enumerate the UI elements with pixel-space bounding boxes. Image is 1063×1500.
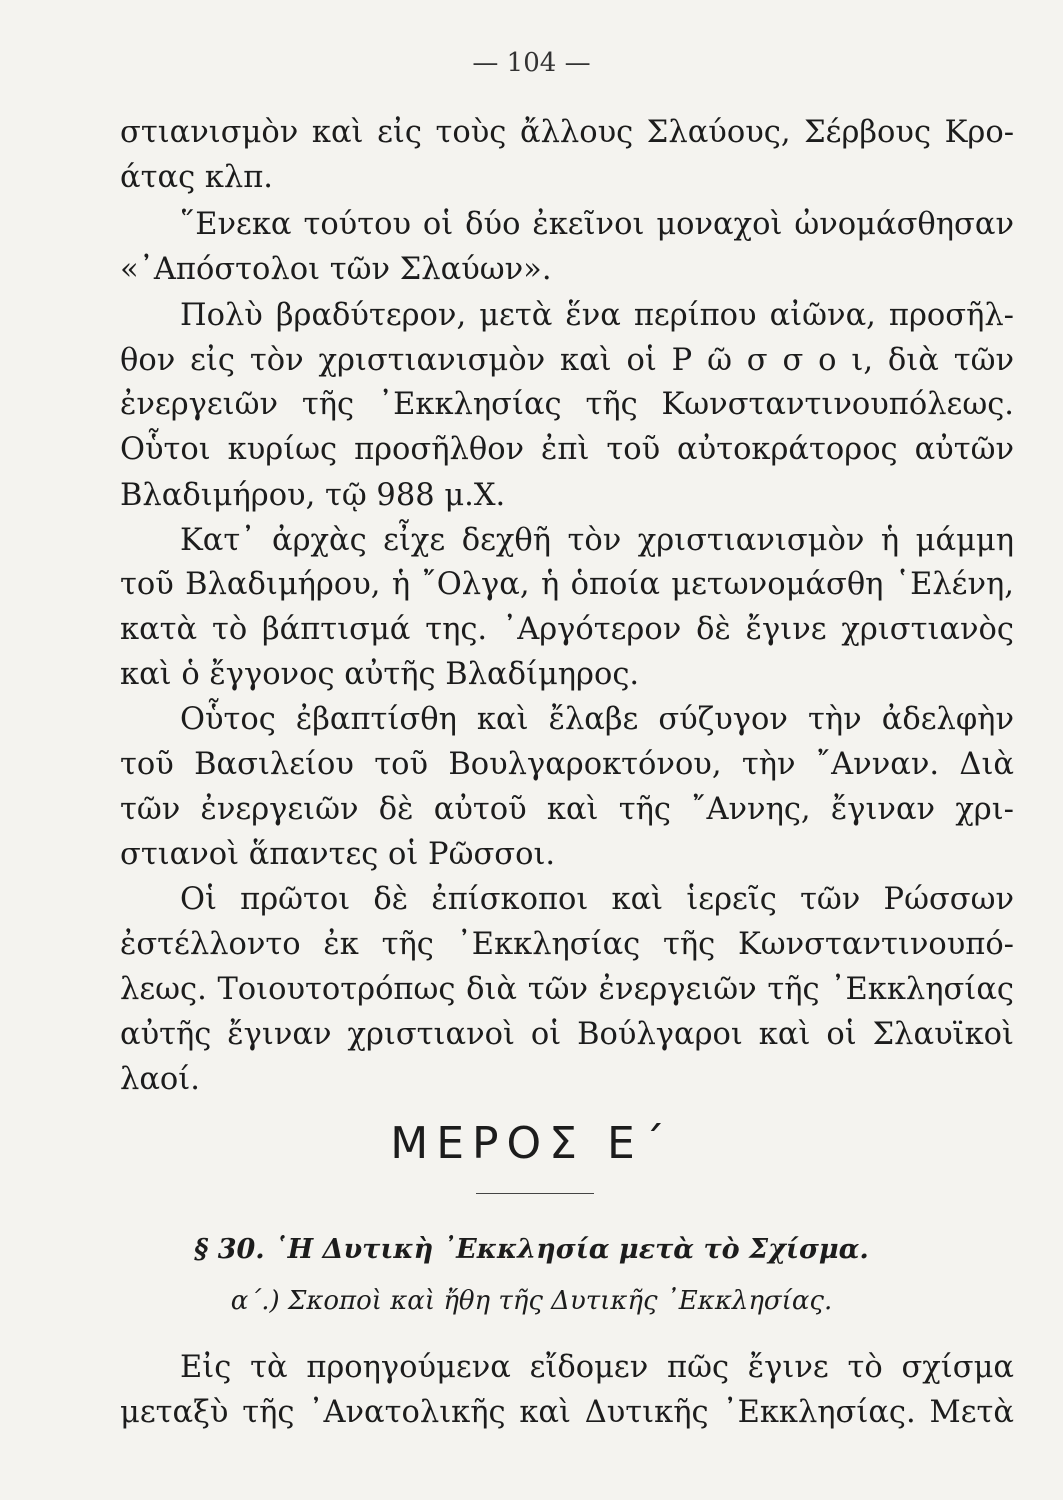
- text-line: Κατ᾿ ἀρχὰς εἶχε δεχθῆ τὸν χριστιανισμὸν ἡ μάμμη: [180, 523, 1014, 558]
- text-line: κατὰ τὸ βάπτισμά της. ᾿Αργότερον δὲ ἔγινε χριστιανὸς: [120, 612, 1014, 647]
- text-line: τῶν ἐνεργειῶν δὲ αὐτοῦ καὶ τῆς ῎Αννης, ἔγιναν χρι-: [120, 792, 1014, 827]
- text-line: τοῦ Βασιλείου τοῦ Βουλγαροκτόνου, τὴν ῎Ανναν. Διὰ: [120, 747, 1014, 782]
- text-line: Οὗτος ἐβαπτίσθη καὶ ἔλαβε σύζυγον τὴν ἀδελφὴν: [180, 702, 1014, 737]
- text-line: Εἰς τὰ προηγούμενα εἴδομεν πῶς ἔγινε τὸ σχίσμα: [180, 1350, 1014, 1385]
- text-line: στιανισμὸν καὶ εἰς τοὺς ἄλλους Σλαύους, Σέρβους Κρο-: [120, 115, 1014, 150]
- page-number: — 104 —: [472, 48, 591, 78]
- section-heading: § 30. ῾Η Δυτικὴ ᾿Εκκλησία μετὰ τὸ Σχίσμα.: [194, 1234, 869, 1265]
- text-line: θον εἰς τὸν χριστιανισμὸν καὶ οἱ Ρ ῶ σ σ ο ι, διὰ τῶν: [120, 343, 1014, 378]
- text-line: άτας κλπ.: [120, 160, 273, 195]
- text-line: Βλαδιμήρου, τῷ 988 μ.Χ.: [120, 478, 506, 513]
- text-line: αὐτῆς ἔγιναν χριστιανοὶ οἱ Βούλγαροι καὶ οἱ Σλαυϊκοὶ: [120, 1017, 1014, 1052]
- text-line: ῞Ενεκα τούτου οἱ δύο ἐκεῖνοι μοναχοὶ ὠνομάσθησαν: [180, 207, 1014, 242]
- text-line: Πολὺ βραδύτερον, μετὰ ἕνα περίπου αἰῶνα, προσῆλ-: [180, 298, 1014, 333]
- text-line: ἐστέλλοντο ἐκ τῆς ᾿Εκκλησίας τῆς Κωνσταντινουπό-: [120, 927, 1014, 962]
- text-line: καὶ ὁ ἔγγονος αὐτῆς Βλαδίμηρος.: [120, 657, 640, 692]
- subheading: α΄.) Σκοποὶ καὶ ἤθη τῆς Δυτικῆς ᾿Εκκλησίας.: [230, 1286, 833, 1316]
- text-line: μεταξὺ τῆς ᾿Ανατολικῆς καὶ Δυτικῆς ᾿Εκκλησίας. Μετὰ: [120, 1395, 1014, 1430]
- text-line: «᾿Απόστολοι τῶν Σλαύων».: [120, 252, 552, 287]
- text-line: Οὗτοι κυρίως προσῆλθον ἐπὶ τοῦ αὐτοκράτορος αὐτῶν: [120, 432, 1014, 467]
- text-line: λαοί.: [120, 1062, 200, 1097]
- text-line: λεως. Τοιουτοτρόπως διὰ τῶν ἐνεργειῶν τῆς ᾿Εκκλησίας: [120, 972, 1014, 1007]
- text-line: ἐνεργειῶν τῆς ᾿Εκκλησίας τῆς Κωνσταντινουπόλεως.: [120, 387, 1014, 422]
- text-line: τοῦ Βλαδιμήρου, ἡ ῎Ολγα, ἡ ὁποία μετωνομάσθη ῾Ελένη,: [120, 567, 1014, 602]
- part-title: ΜΕΡΟΣ Ε΄: [390, 1118, 673, 1169]
- divider: [476, 1193, 594, 1194]
- text-line: Οἱ πρῶτοι δὲ ἐπίσκοποι καὶ ἱερεῖς τῶν Ρώσσων: [180, 882, 1014, 917]
- text-line: στιανοὶ ἅπαντες οἱ Ρῶσσοι.: [120, 837, 556, 872]
